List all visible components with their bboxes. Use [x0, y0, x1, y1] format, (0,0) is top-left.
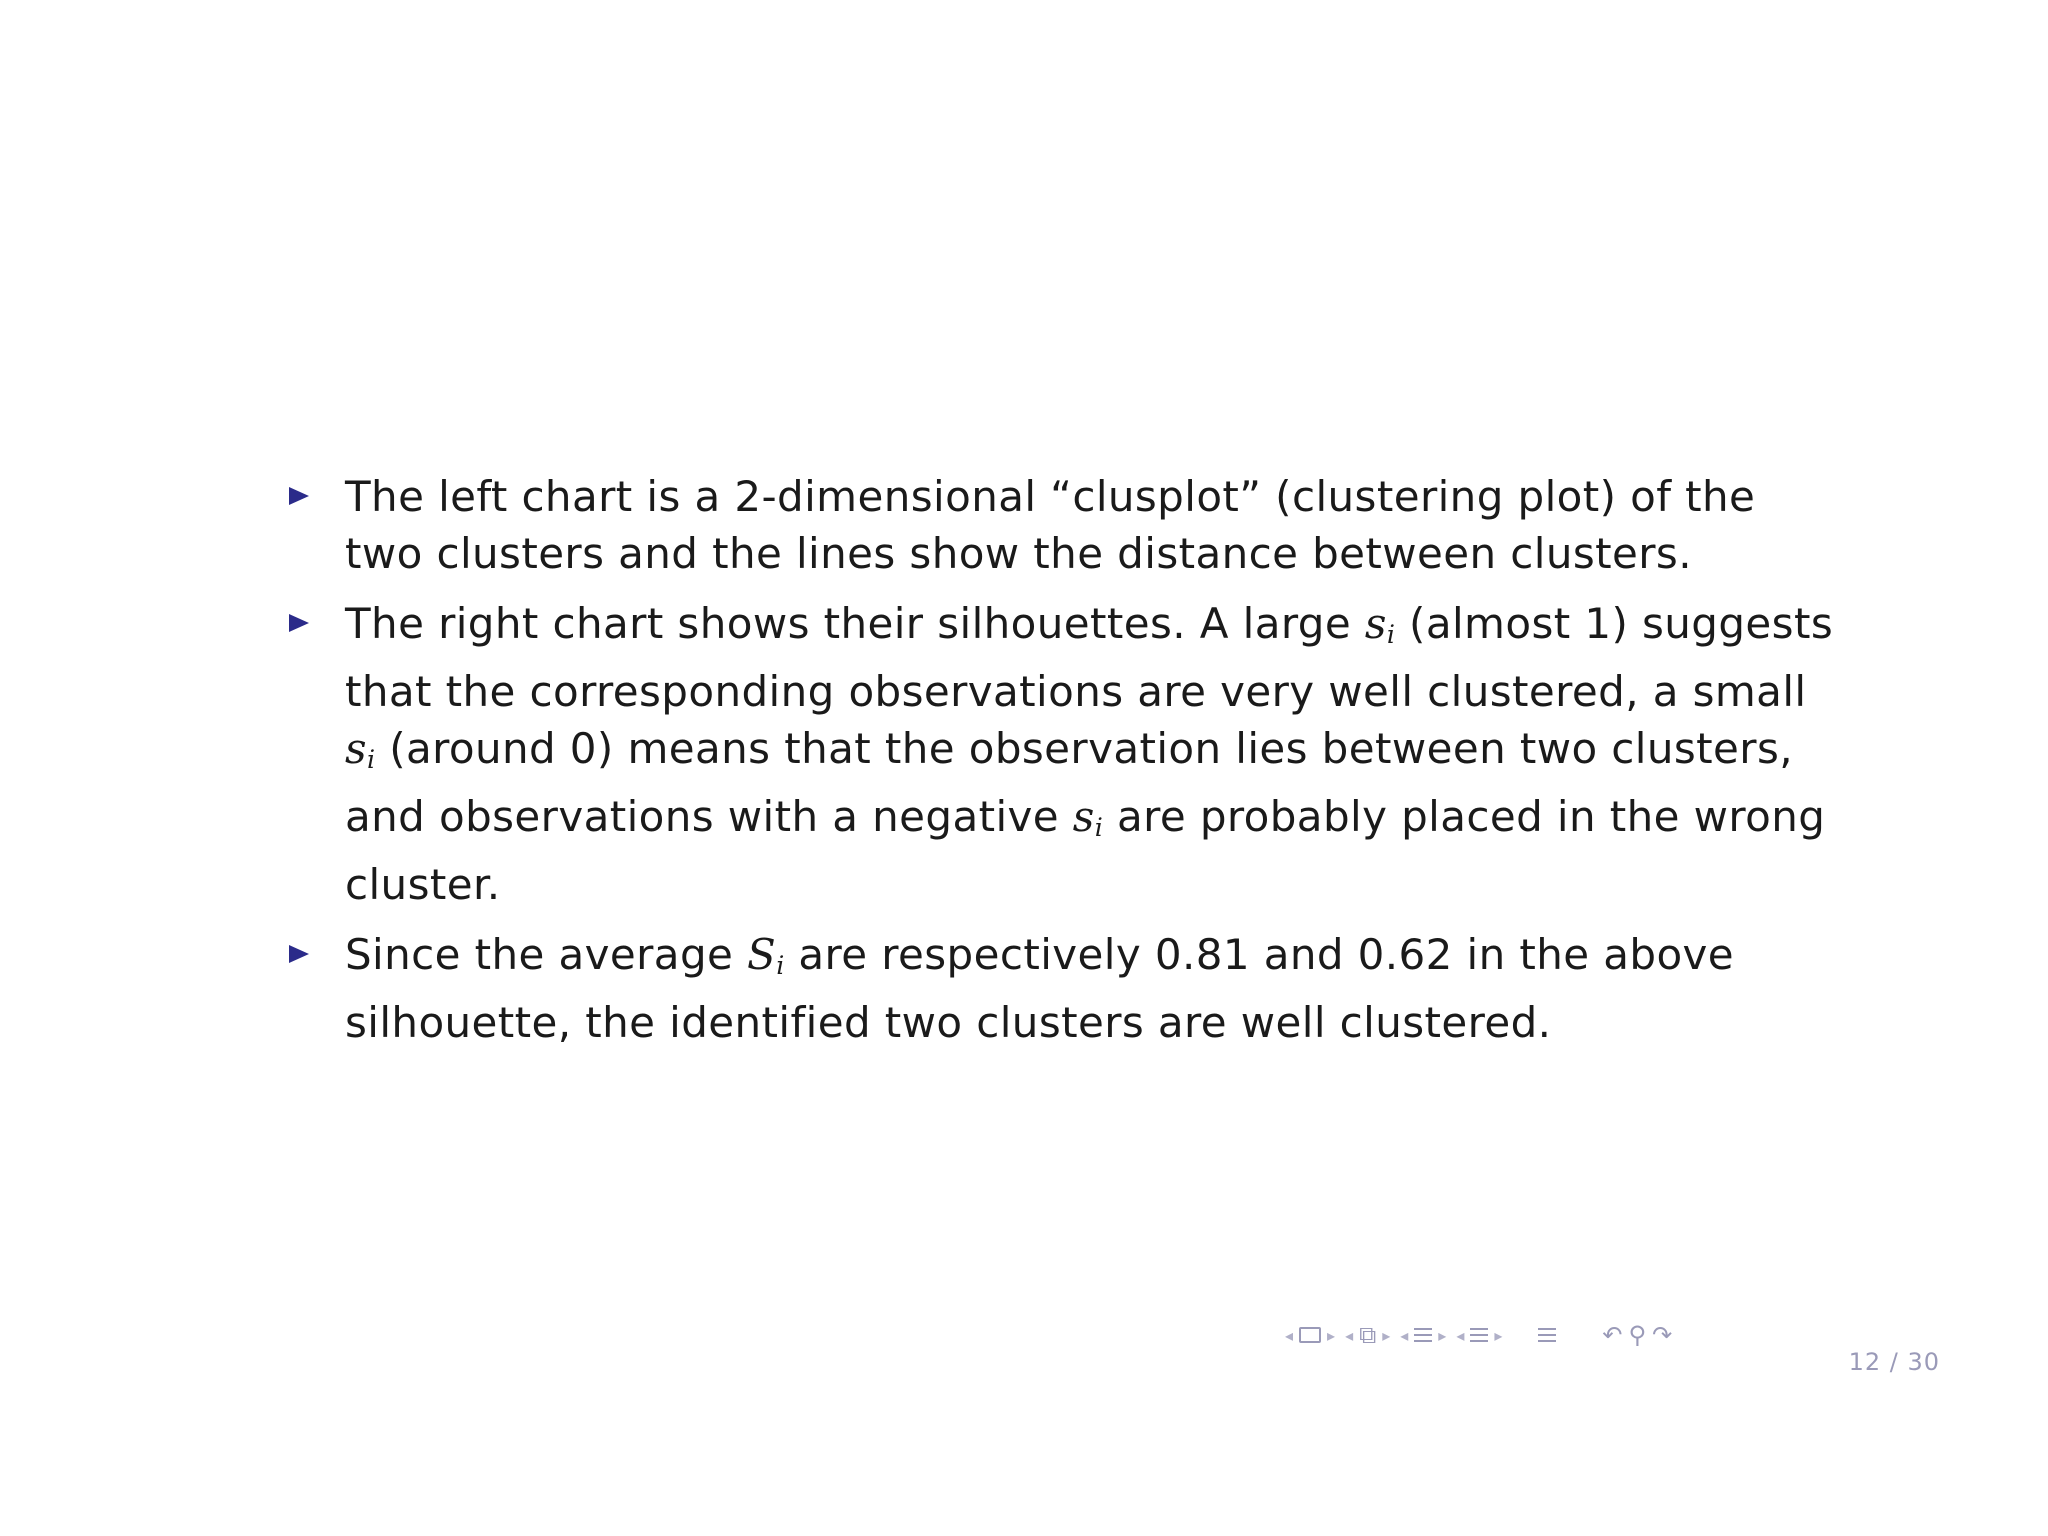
document-nav[interactable] [1538, 1327, 1556, 1343]
bullet-text-segment: Since the average [345, 930, 747, 980]
arrow-right-icon[interactable]: ▸ [1382, 1325, 1391, 1345]
bullet-text: The left chart is a 2-dimensional “clusplot” (clustering plot) of the two clusters and the lines show the distance between clusters. [345, 472, 1756, 578]
math-symbol-si: $s_i$ [1072, 792, 1104, 843]
beamer-navigation-bar [1285, 1318, 1945, 1352]
bullet-triangle-icon [289, 945, 309, 963]
undo-icon[interactable]: ↶ [1602, 1321, 1623, 1349]
subsection-nav[interactable] [1400, 1326, 1446, 1345]
history-nav[interactable] [1602, 1321, 1672, 1349]
frame-nav[interactable] [1285, 1326, 1335, 1345]
arrow-right-icon[interactable]: ▸ [1438, 1325, 1447, 1345]
arrow-left-icon[interactable]: ◂ [1285, 1325, 1294, 1345]
search-icon[interactable]: ⚲ [1628, 1321, 1647, 1349]
section-icon[interactable] [1470, 1327, 1488, 1343]
bullet-list [285, 468, 1845, 1064]
bullet-item [285, 926, 1845, 1051]
bullet-text-segment: The right chart shows their silhouettes. A large [345, 599, 1365, 648]
redo-icon[interactable]: ↷ [1652, 1321, 1673, 1349]
math-symbol-si: $s_i$ [345, 724, 376, 775]
subsection-icon[interactable] [1414, 1327, 1432, 1343]
list-icon[interactable] [1538, 1327, 1556, 1343]
math-symbol-si: $s_i$ [1364, 599, 1396, 650]
bullet-item [285, 595, 1845, 913]
subframe-nav[interactable] [1345, 1321, 1390, 1349]
math-symbol-Si: $S_i$ [747, 930, 785, 981]
bullet-item [285, 468, 1845, 582]
arrow-left-icon[interactable]: ◂ [1345, 1325, 1354, 1345]
bullet-text-segment: are respectively 0.81 and 0.62 in the above silhouette, the identified two clusters are well clustered. [345, 930, 1735, 1048]
page-number: 12 / 30 [1848, 1348, 1940, 1376]
bullet-text-segment: (almost 1) suggests that the corresponding observations are very well clustered, a small [345, 599, 1834, 717]
arrow-left-icon[interactable]: ◂ [1456, 1325, 1465, 1345]
section-nav[interactable] [1456, 1326, 1502, 1345]
arrow-right-icon[interactable]: ▸ [1327, 1325, 1336, 1345]
arrow-left-icon[interactable]: ◂ [1400, 1325, 1409, 1345]
arrow-right-icon[interactable]: ▸ [1494, 1325, 1503, 1345]
bullet-text-segment: are probably placed in the wrong cluster. [345, 792, 1826, 910]
bullet-triangle-icon [289, 487, 309, 505]
subframe-icon[interactable]: ⧉ [1359, 1321, 1377, 1349]
frame-icon[interactable] [1299, 1327, 1321, 1343]
bullet-text-segment: (around 0) means that the observation lies between two clusters, and observations with a negative [345, 724, 1793, 842]
bullet-triangle-icon [289, 614, 309, 632]
